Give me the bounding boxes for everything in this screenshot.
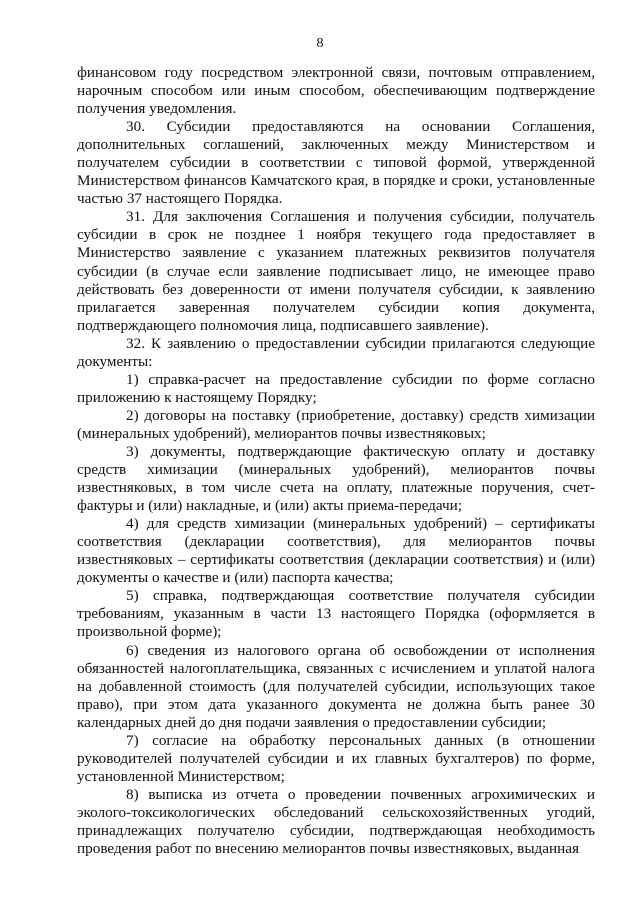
- list-item-8: 8) выписка из отчета о проведении почвенных агрохимических и эколого-токсикологических обследований сельскохозяйственных угодий, принадлежащих получателю субсидии, подтверждающая необходимость проведения работ по внесению мелиорантов почвы известняковых, выданная: [77, 785, 595, 858]
- list-item-5: 5) справка, подтверждающая соответствие получателя субсидии требованиям, указанным в части 13 настоящего Порядка (оформляется в произвольной форме);: [77, 587, 595, 641]
- paragraph-item-31: 31. Для заключения Соглашения и получения субсидии, получатель субсидии в срок не позднее 1 ноября текущего года предоставляет в Министерство заявление с указанием платежных реквизитов получателя субсидии (в случае если заявление подписывает лицо, не имеющее право действовать без доверенности от имени получателя субсидии, к заявлению прилагается заверенная получателем субсидии копия документа, подтверждающего полномочия лица, подписавшего заявление).: [77, 208, 595, 334]
- list-item-1: 1) справка-расчет на предоставление субсидии по форме согласно приложению к настоящему Порядку;: [77, 370, 595, 406]
- list-item-4: 4) для средств химизации (минеральных удобрений) – сертификаты соответствия (декларации соответствия), для мелиорантов почвы известняковых – сертификаты соответствия (декларации соответствия) и (или) документы о качестве и (или) паспорта качества;: [77, 515, 595, 587]
- list-item-7: 7) согласие на обработку персональных данных (в отношении руководителей получателей субсидии и их главных бухгалтеров) по форме, установленной Министерством;: [77, 731, 595, 785]
- list-item-6: 6) сведения из налогового органа об освобождении от исполнения обязанностей налогоплательщика, связанных с исчислением и уплатой налога на добавленной стоимость (для получателей субсидии, использующих такое право), при этом дата указанного документа не должна быть ранее 30 календарных дней до дня подачи заявления о предоставлении субсидии;: [77, 641, 595, 731]
- page-number: 8: [316, 36, 324, 51]
- page-body: [77, 64, 595, 858]
- paragraph-item-30: 30. Субсидии предоставляются на основании Соглашения, дополнительных соглашений, заключенных между Министерством и получателем субсидии в соответствии с типовой формой, утвержденной Министерством финансов Камчатского края, в порядке и сроки, установленные частью 37 настоящего Порядка.: [77, 118, 595, 208]
- paragraph-item-32: 32. К заявлению о предоставлении субсидии прилагаются следующие документы:: [77, 334, 595, 370]
- list-item-3: 3) документы, подтверждающие фактическую оплату и доставку средств химизации (минеральных удобрений), мелиорантов почвы известняковых, в том числе счета на оплату, платежные поручения, счет-фактуры и (или) накладные, и (или) акты приема-передачи;: [77, 442, 595, 515]
- list-item-2: 2) договоры на поставку (приобретение, доставку) средств химизации (минеральных удобрений), мелиорантов почвы известняковых;: [77, 406, 595, 442]
- paragraph-continuation: финансовом году посредством электронной связи, почтовым отправлением, нарочным способом или иным способом, обеспечивающим подтверждение получения уведомления.: [77, 64, 595, 118]
